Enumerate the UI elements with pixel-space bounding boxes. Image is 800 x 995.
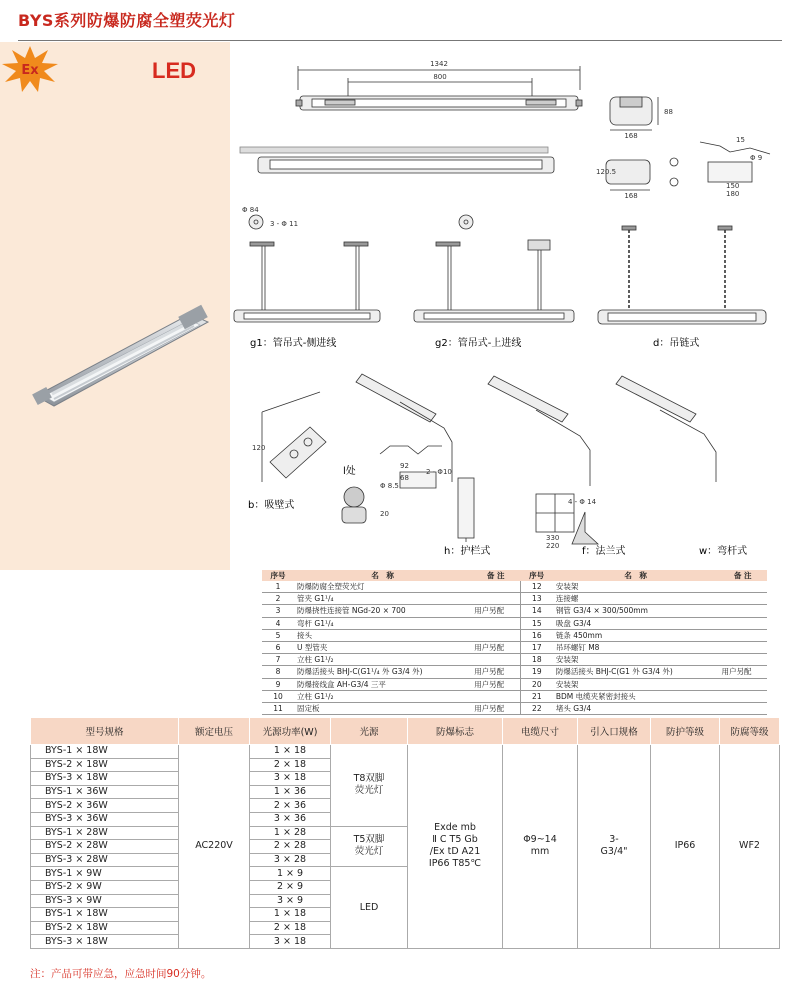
model-cell: BYS-1 × 36W (31, 785, 179, 799)
part-note (471, 581, 520, 593)
part-no: 22 (520, 702, 553, 714)
part-note (719, 605, 768, 617)
spec-table-header (31, 718, 780, 745)
part-no: 16 (520, 629, 553, 641)
part-name: 防爆活接头 BHJ-C(G1¹/₄ 外 G3/4 外) (294, 666, 471, 678)
source-t8-cell: T8双脚 荧光灯 (331, 745, 408, 827)
part-no: 19 (520, 666, 553, 678)
col-source: 光源 (331, 718, 408, 745)
part-no: 7 (262, 654, 294, 666)
part-name: 链条 450mm (553, 629, 719, 641)
base-dim-holes: 4 - Φ 14 (568, 498, 597, 506)
parts-row (262, 581, 767, 593)
col-model: 型号规格 (31, 718, 179, 745)
model-cell: BYS-2 × 28W (31, 840, 179, 854)
part-note (471, 629, 520, 641)
part-name: 防爆活接头 BHJ-C(G1 外 G3/4 外) (553, 666, 719, 678)
power-cell: 1 × 36 (250, 785, 331, 799)
base-dim-330: 330 (546, 534, 560, 542)
part-name: 立柱 G1¹/₂ (294, 690, 471, 702)
detail-l-caption: l处 (343, 466, 356, 477)
part-no: 3 (262, 605, 294, 617)
model-cell: BYS-3 × 28W (31, 853, 179, 867)
bracket-dim-150: 150 (726, 182, 740, 190)
power-cell: 3 × 18 (250, 772, 331, 786)
part-name: 防爆挠性连接管 NGd-20 × 700 (294, 605, 471, 617)
part-no: 12 (520, 581, 553, 593)
part-note (719, 702, 768, 714)
part-name: BDM 电缆夹紧密封接头 (553, 690, 719, 702)
part-note (719, 581, 768, 593)
parts-table-header (262, 570, 767, 581)
power-cell: 1 × 28 (250, 826, 331, 840)
col-no-2: 序号 (520, 570, 553, 581)
parts-row (262, 690, 767, 702)
part-note (471, 690, 520, 702)
parts-row (262, 617, 767, 629)
title-divider (18, 40, 782, 41)
col-voltage: 额定电压 (179, 718, 250, 745)
part-no: 6 (262, 641, 294, 653)
power-cell: 2 × 18 (250, 758, 331, 772)
parts-row (262, 629, 767, 641)
part-no: 5 (262, 629, 294, 641)
power-cell: 3 × 18 (250, 935, 331, 949)
part-no: 15 (520, 617, 553, 629)
parts-row (262, 702, 767, 714)
dim-88: 88 (664, 108, 673, 116)
model-cell: BYS-2 × 36W (31, 799, 179, 813)
power-cell: 2 × 28 (250, 840, 331, 854)
bracket-dim-phi9: Φ 9 (750, 154, 763, 162)
part-note: 用户另配 (471, 666, 520, 678)
col-corrosion: 防腐等级 (720, 718, 780, 745)
ip-cell: IP66 (651, 745, 720, 949)
parts-row (262, 678, 767, 690)
voltage-cell: AC220V (179, 745, 250, 949)
variant-w-caption: w：弯杆式 (699, 546, 748, 557)
ex-mark-cell: Exde mb Ⅱ C T5 Gb /Ex tD A21 IP66 T85℃ (408, 745, 503, 949)
col-name-2: 名 称 (553, 570, 719, 581)
led-label: LED (152, 58, 196, 83)
part-name: 安装架 (553, 678, 719, 690)
part-name: 钢管 G3/4 × 300/500mm (553, 605, 719, 617)
power-cell: 3 × 28 (250, 853, 331, 867)
part-name: 防爆防腐全塑荧光灯 (294, 581, 471, 593)
model-cell: BYS-3 × 9W (31, 894, 179, 908)
part-note: 用户另配 (471, 605, 520, 617)
technical-drawings (230, 42, 800, 570)
power-cell: 3 × 36 (250, 812, 331, 826)
parts-table (262, 570, 767, 715)
dim-168: 168 (624, 132, 638, 140)
wall-dim-120: 120 (252, 444, 266, 452)
part-name: U 型管夹 (294, 641, 471, 653)
model-cell: BYS-3 × 36W (31, 812, 179, 826)
part-note (719, 629, 768, 641)
parts-row (262, 605, 767, 617)
spec-row (31, 745, 780, 759)
part-name: 安装架 (553, 581, 719, 593)
clip-dim-92: 92 (400, 462, 409, 470)
model-cell: BYS-3 × 18W (31, 772, 179, 786)
clip-dim-holes: 2 - Φ10 (426, 468, 452, 476)
col-cable: 电缆尺寸 (503, 718, 578, 745)
part-note (471, 654, 520, 666)
base-dim-220: 220 (546, 542, 560, 550)
part-no: 1 (262, 581, 294, 593)
variant-d-caption: d：吊链式 (653, 338, 700, 349)
part-name: 防爆接线盒 AH-G3/4 三平 (294, 678, 471, 690)
badge-text: Ex (21, 63, 39, 78)
part-name: 吊环螺钉 M8 (553, 641, 719, 653)
part-name: 连接螺 (553, 593, 719, 605)
part-note: 用户另配 (471, 702, 520, 714)
dim-800: 800 (433, 73, 447, 81)
entry-cell: 3- G3/4" (578, 745, 651, 949)
part-no: 4 (262, 617, 294, 629)
part-no: 18 (520, 654, 553, 666)
part-note: 用户另配 (719, 666, 768, 678)
part-no: 11 (262, 702, 294, 714)
part-name: 立柱 G1¹/₂ (294, 654, 471, 666)
model-cell: BYS-1 × 18W (31, 745, 179, 759)
col-name: 名 称 (294, 570, 471, 581)
model-cell: BYS-1 × 28W (31, 826, 179, 840)
part-no: 17 (520, 641, 553, 653)
power-cell: 1 × 18 (250, 745, 331, 759)
model-cell: BYS-2 × 18W (31, 758, 179, 772)
power-cell: 2 × 18 (250, 921, 331, 935)
part-no: 20 (520, 678, 553, 690)
part-no: 8 (262, 666, 294, 678)
ex-badge-icon (0, 44, 60, 94)
clip-dim-phi85: Φ 8.5 (380, 482, 399, 490)
parts-row (262, 666, 767, 678)
part-name: 吸盘 G3/4 (553, 617, 719, 629)
part-name: 固定板 (294, 702, 471, 714)
part-no: 14 (520, 605, 553, 617)
clip-dim-68: 68 (400, 474, 409, 482)
col-ip: 防护等级 (651, 718, 720, 745)
part-name: 弯杆 G1¹/₄ (294, 617, 471, 629)
part-note (719, 641, 768, 653)
dim-1342: 1342 (430, 60, 448, 68)
part-no: 21 (520, 690, 553, 702)
power-cell: 1 × 9 (250, 867, 331, 881)
part-no: 9 (262, 678, 294, 690)
cable-cell: Φ9~14 mm (503, 745, 578, 949)
variant-b-caption: b：吸壁式 (248, 500, 295, 511)
col-note: 备 注 (471, 570, 520, 581)
part-name: 安装架 (553, 654, 719, 666)
dim-120: 120.5 (596, 168, 617, 176)
model-cell: BYS-3 × 18W (31, 935, 179, 949)
variant-h-caption: h：护栏式 (444, 546, 491, 557)
part-note (471, 593, 520, 605)
col-power: 光源功率(W) (250, 718, 331, 745)
parts-row (262, 593, 767, 605)
source-t5-cell: T5双脚 荧光灯 (331, 826, 408, 867)
parts-row (262, 641, 767, 653)
part-no: 2 (262, 593, 294, 605)
col-no: 序号 (262, 570, 294, 581)
part-no: 10 (262, 690, 294, 702)
model-cell: BYS-1 × 9W (31, 867, 179, 881)
part-name: 管夹 G1¹/₄ (294, 593, 471, 605)
corrosion-cell: WF2 (720, 745, 780, 949)
part-note: 用户另配 (471, 641, 520, 653)
model-cell: BYS-2 × 18W (31, 921, 179, 935)
page-title: BYS系列防爆防腐全塑荧光灯 (18, 11, 236, 30)
part-name: 接头 (294, 629, 471, 641)
footnote: 注：产品可带应急，应急时间90分钟。 (30, 968, 212, 980)
bracket-dim-180: 180 (726, 190, 740, 198)
part-note (719, 678, 768, 690)
col-ex-mark: 防爆标志 (408, 718, 503, 745)
flange-dim-84: Φ 84 (242, 206, 259, 214)
clip-dim-20: 20 (380, 510, 389, 518)
part-no: 13 (520, 593, 553, 605)
dim-168b: 168 (624, 192, 638, 200)
part-note: 用户另配 (471, 678, 520, 690)
spec-table (30, 717, 780, 949)
variant-g1-caption: g1：管吊式-侧进线 (250, 338, 337, 349)
power-cell: 3 × 9 (250, 894, 331, 908)
power-cell: 1 × 18 (250, 908, 331, 922)
part-note (719, 654, 768, 666)
variant-g2-caption: g2：管吊式-上进线 (435, 338, 522, 349)
part-note (719, 593, 768, 605)
model-cell: BYS-1 × 18W (31, 908, 179, 922)
lamp-photo-image (30, 300, 220, 410)
col-note-2: 备 注 (719, 570, 768, 581)
power-cell: 2 × 9 (250, 880, 331, 894)
power-cell: 2 × 36 (250, 799, 331, 813)
part-name: 堵头 G3/4 (553, 702, 719, 714)
col-entry: 引入口规格 (578, 718, 651, 745)
source-led-cell: LED (331, 867, 408, 949)
bracket-dim-15: 15 (736, 136, 745, 144)
part-note (471, 617, 520, 629)
flange-dim-holes: 3 - Φ 11 (270, 220, 299, 228)
part-note (719, 617, 768, 629)
parts-row (262, 654, 767, 666)
variant-f-caption: f：法兰式 (582, 546, 626, 557)
part-note (719, 690, 768, 702)
model-cell: BYS-2 × 9W (31, 880, 179, 894)
